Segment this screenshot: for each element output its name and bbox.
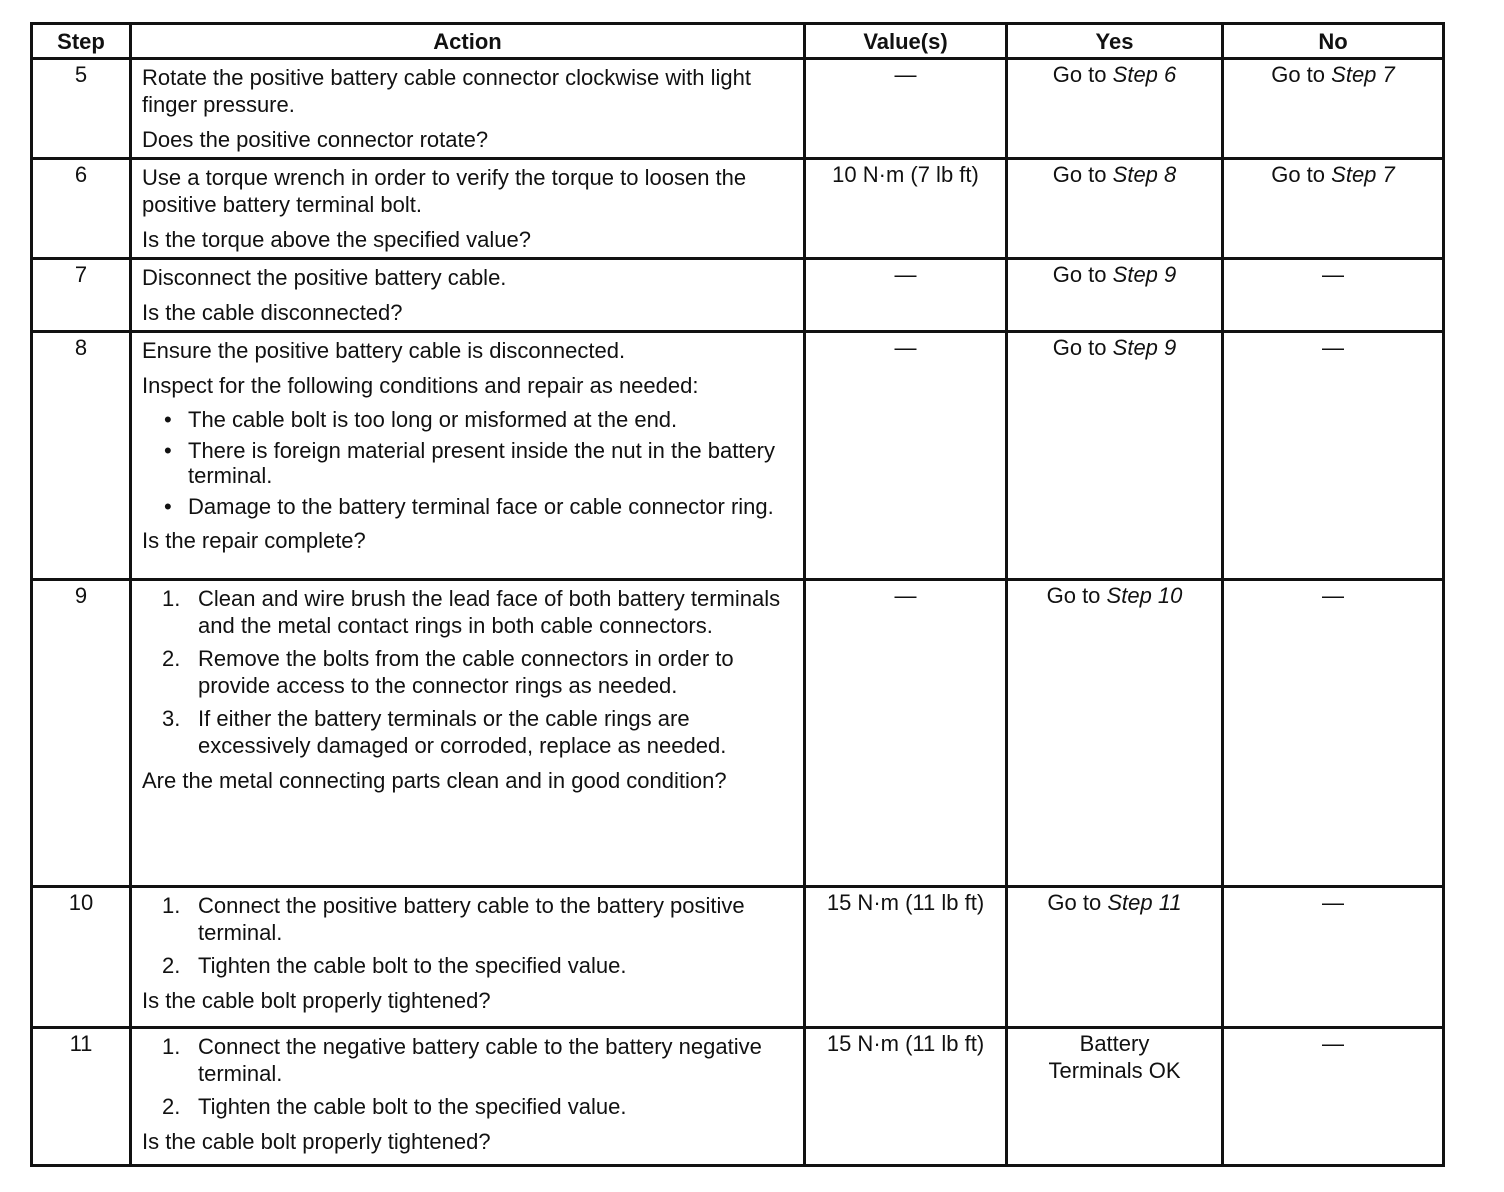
list-text: Tighten the cable bolt to the specified value. <box>198 1094 627 1119</box>
table-row <box>32 332 1444 580</box>
no-cell: — <box>1223 259 1444 332</box>
yes-goto-step-link[interactable]: Step 9 <box>1112 335 1177 360</box>
yes-cell <box>1007 259 1223 332</box>
list-text: If either the battery terminals or the cable rings are excessively damaged or corroded, replace as needed. <box>198 706 727 758</box>
yes-goto-step-link[interactable]: Step 11 <box>1107 890 1182 915</box>
yes-cell <box>1007 159 1223 259</box>
yes-cell <box>1007 580 1223 887</box>
step-number: 10 <box>32 887 131 1028</box>
list-text: Connect the negative battery cable to the battery negative terminal. <box>198 1034 762 1086</box>
list-number: 2. <box>162 1094 181 1119</box>
yes-cell <box>1007 59 1223 159</box>
value-cell: — <box>805 259 1007 332</box>
action-question: Is the cable bolt properly tightened? <box>142 988 491 1013</box>
yes-goto-prefix: Go to <box>1052 62 1107 87</box>
header-values: Value(s) <box>805 24 1007 59</box>
list-item <box>162 1033 791 1087</box>
table-row <box>32 59 1444 159</box>
list-number: 2. <box>162 953 181 978</box>
list-item <box>162 645 791 699</box>
list-number: 3. <box>162 706 181 731</box>
no-goto-prefix: Go to <box>1271 162 1326 187</box>
action-cell <box>131 159 805 259</box>
action-question: Are the metal connecting parts clean and in good condition? <box>142 768 727 793</box>
table-row <box>32 259 1444 332</box>
yes-result-line-1: Battery <box>1079 1031 1150 1056</box>
list-number: 1. <box>162 893 181 918</box>
procedure-list <box>142 585 791 759</box>
yes-goto-prefix: Go to <box>1046 583 1101 608</box>
yes-cell <box>1007 332 1223 580</box>
list-item: • The cable bolt is too long or misformed at the end. <box>188 407 791 432</box>
list-item: • Damage to the battery terminal face or cable connector ring. <box>188 494 791 519</box>
yes-goto-prefix: Go to <box>1052 335 1107 360</box>
table-row <box>32 1028 1444 1166</box>
no-cell: — <box>1223 887 1444 1028</box>
list-number: 1. <box>162 586 181 611</box>
no-goto-step-link[interactable]: Step 7 <box>1331 62 1395 87</box>
value-cell: 15 N·m (11 lb ft) <box>805 887 1007 1028</box>
action-cell <box>131 59 805 159</box>
list-item <box>162 952 791 979</box>
value-cell: — <box>805 59 1007 159</box>
action-question: Is the torque above the specified value? <box>142 227 531 252</box>
yes-cell <box>1007 1028 1223 1166</box>
action-cell <box>131 259 805 332</box>
header-step: Step <box>32 24 131 59</box>
action-cell <box>131 332 805 580</box>
yes-goto-step-link[interactable]: Step 8 <box>1112 162 1177 187</box>
step-number: 9 <box>32 580 131 887</box>
action-text: Inspect for the following conditions and repair as needed: <box>142 373 699 398</box>
list-text: Remove the bolts from the cable connectors in order to provide access to the connector rings as needed. <box>198 646 734 698</box>
step-number: 6 <box>32 159 131 259</box>
action-cell <box>131 1028 805 1166</box>
yes-goto-step-link[interactable]: Step 10 <box>1106 583 1183 608</box>
list-item <box>162 705 791 759</box>
table-row <box>32 159 1444 259</box>
action-text: Rotate the positive battery cable connector clockwise with light finger pressure. <box>142 65 751 117</box>
value-cell: 10 N·m (7 lb ft) <box>805 159 1007 259</box>
yes-result-line-2: Terminals OK <box>1048 1058 1181 1083</box>
list-number: 1. <box>162 1034 181 1059</box>
header-no: No <box>1223 24 1444 59</box>
action-question: Is the cable bolt properly tightened? <box>142 1129 491 1154</box>
list-text: Connect the positive battery cable to the battery positive terminal. <box>198 893 745 945</box>
action-cell <box>131 580 805 887</box>
table-row <box>32 887 1444 1028</box>
no-cell <box>1223 159 1444 259</box>
list-item <box>162 585 791 639</box>
value-cell: — <box>805 332 1007 580</box>
list-item: • There is foreign material present inside the nut in the battery terminal. <box>188 438 791 488</box>
procedure-list <box>142 1033 791 1120</box>
action-text: Disconnect the positive battery cable. <box>142 265 507 290</box>
list-number: 2. <box>162 646 181 671</box>
yes-goto-prefix: Go to <box>1052 262 1107 287</box>
list-text: Tighten the cable bolt to the specified value. <box>198 953 627 978</box>
yes-cell <box>1007 887 1223 1028</box>
no-goto-step-link[interactable]: Step 7 <box>1331 162 1395 187</box>
no-cell: — <box>1223 332 1444 580</box>
step-number: 11 <box>32 1028 131 1166</box>
no-goto-prefix: Go to <box>1271 62 1326 87</box>
value-cell: — <box>805 580 1007 887</box>
header-yes: Yes <box>1007 24 1223 59</box>
step-number: 8 <box>32 332 131 580</box>
header-row <box>32 24 1444 59</box>
diagnostic-table <box>30 22 1445 1167</box>
step-number: 7 <box>32 259 131 332</box>
procedure-list <box>142 892 791 979</box>
yes-goto-step-link[interactable]: Step 9 <box>1112 262 1177 287</box>
value-cell: 15 N·m (11 lb ft) <box>805 1028 1007 1166</box>
no-cell: — <box>1223 580 1444 887</box>
action-question: Is the cable disconnected? <box>142 300 403 325</box>
action-question: Does the positive connector rotate? <box>142 127 489 152</box>
action-cell <box>131 887 805 1028</box>
condition-list <box>142 407 791 519</box>
action-text: Use a torque wrench in order to verify the torque to loosen the positive battery terminal bolt. <box>142 165 747 217</box>
list-item <box>162 1093 791 1120</box>
list-text: Clean and wire brush the lead face of both battery terminals and the metal contact rings in both cable connectors. <box>198 586 781 638</box>
no-cell <box>1223 59 1444 159</box>
no-cell: — <box>1223 1028 1444 1166</box>
list-item <box>162 892 791 946</box>
table-row <box>32 580 1444 887</box>
header-action: Action <box>131 24 805 59</box>
step-number: 5 <box>32 59 131 159</box>
yes-goto-prefix: Go to <box>1047 890 1102 915</box>
action-text: Ensure the positive battery cable is disconnected. <box>142 338 626 363</box>
action-question: Is the repair complete? <box>142 528 366 553</box>
yes-goto-prefix: Go to <box>1052 162 1107 187</box>
yes-goto-step-link[interactable]: Step 6 <box>1112 62 1177 87</box>
